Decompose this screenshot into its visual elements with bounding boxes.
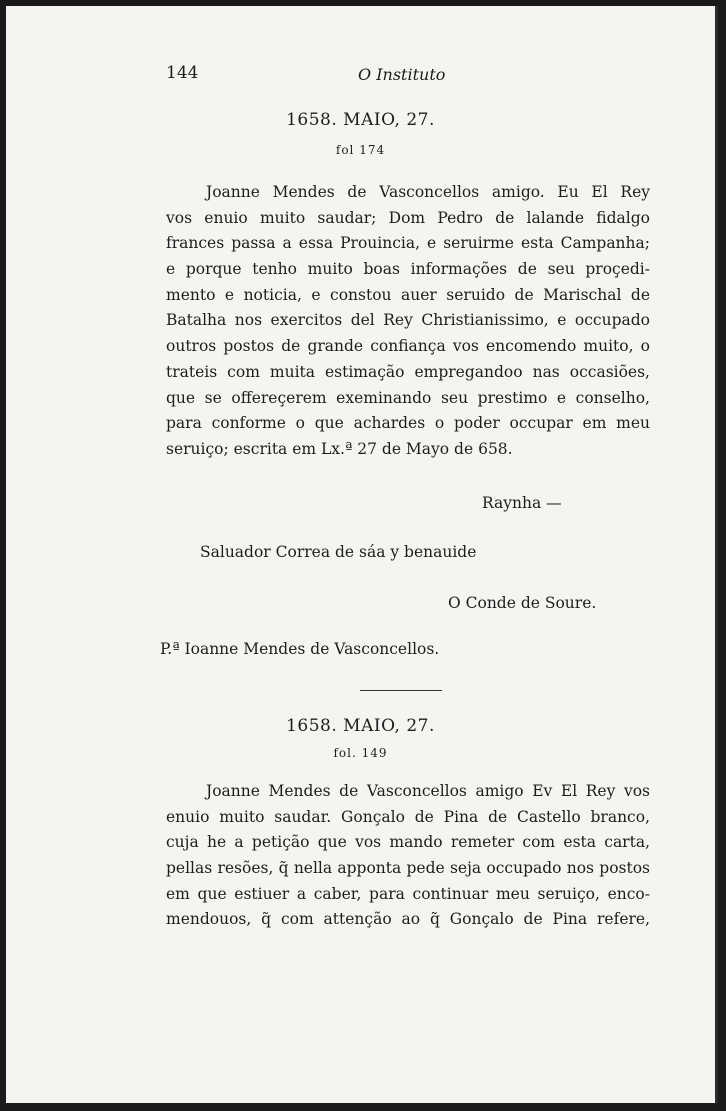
- letter2-line: enuio muito saudar. Gonçalo de Pina de Castello branco,: [166, 807, 650, 826]
- letter1-line: vos enuio muito saudar; Dom Pedro de lalande fidalgo: [166, 208, 650, 227]
- letter2-line: em que estiuer a caber, para continuar meu seruiço, enco-: [166, 884, 650, 903]
- letter1-body: [166, 180, 650, 463]
- letter1-line: outros postos de grande confiança vos encomendo muito, o: [166, 337, 650, 356]
- letter2-date: 1658. MAIO, 27.: [286, 716, 435, 736]
- letter1-line: frances passa a essa Prouincia, e seruirme esta Campanha;: [166, 234, 650, 253]
- letter1-line: para conforme o que achardes o poder occupar em meu: [166, 414, 650, 433]
- letter1-line: e porque tenho muito boas informações de seu proçedi-: [166, 260, 650, 279]
- running-head: [6, 63, 715, 87]
- letter2-line: pellas resões, q̃ nella apponta pede seja occupado nos postos: [166, 859, 650, 878]
- letter1-line: mento e noticia, e constou auer seruido de Marischal de: [166, 285, 650, 304]
- signature-secretary: Saluador Correa de sáa y benauide: [200, 543, 477, 561]
- document-page: [6, 6, 718, 1103]
- letter1-line: Joanne Mendes de Vasconcellos amigo. Eu El Rey: [206, 183, 650, 201]
- journal-title: O Instituto: [358, 65, 446, 84]
- letter2-line: Joanne Mendes de Vasconcellos amigo Ev El Rey vos: [206, 782, 650, 800]
- letter2-line: mendouos, q̃ com attenção ao q̃ Gonçalo de Pina refere,: [166, 910, 650, 929]
- letter2-line: cuja he a petição que vos mando remeter com esta carta,: [166, 833, 650, 852]
- addressee-line: P.ª Ioanne Mendes de Vasconcellos.: [160, 640, 440, 658]
- signature-conde: O Conde de Soure.: [448, 594, 597, 612]
- signature-raynha: Raynha —: [482, 494, 562, 512]
- letter1-date: 1658. MAIO, 27.: [286, 110, 435, 130]
- letter1-line: Batalha nos exercitos del Rey Christianissimo, e occupado: [166, 311, 650, 330]
- page-number: 144: [166, 63, 199, 83]
- letter1-line: trateis com muita estimação empregandoo nas occasiões,: [166, 362, 650, 381]
- section-divider: [360, 690, 442, 691]
- letter2-folio: fol. 149: [333, 746, 388, 760]
- letter1-folio: fol 174: [335, 143, 386, 157]
- letter2-body: [166, 779, 650, 933]
- letter1-line: que se offereçerem exeminando seu prestimo e conselho,: [166, 388, 650, 407]
- letter1-line: seruiço; escrita em Lx.ª 27 de Mayo de 658.: [166, 439, 513, 458]
